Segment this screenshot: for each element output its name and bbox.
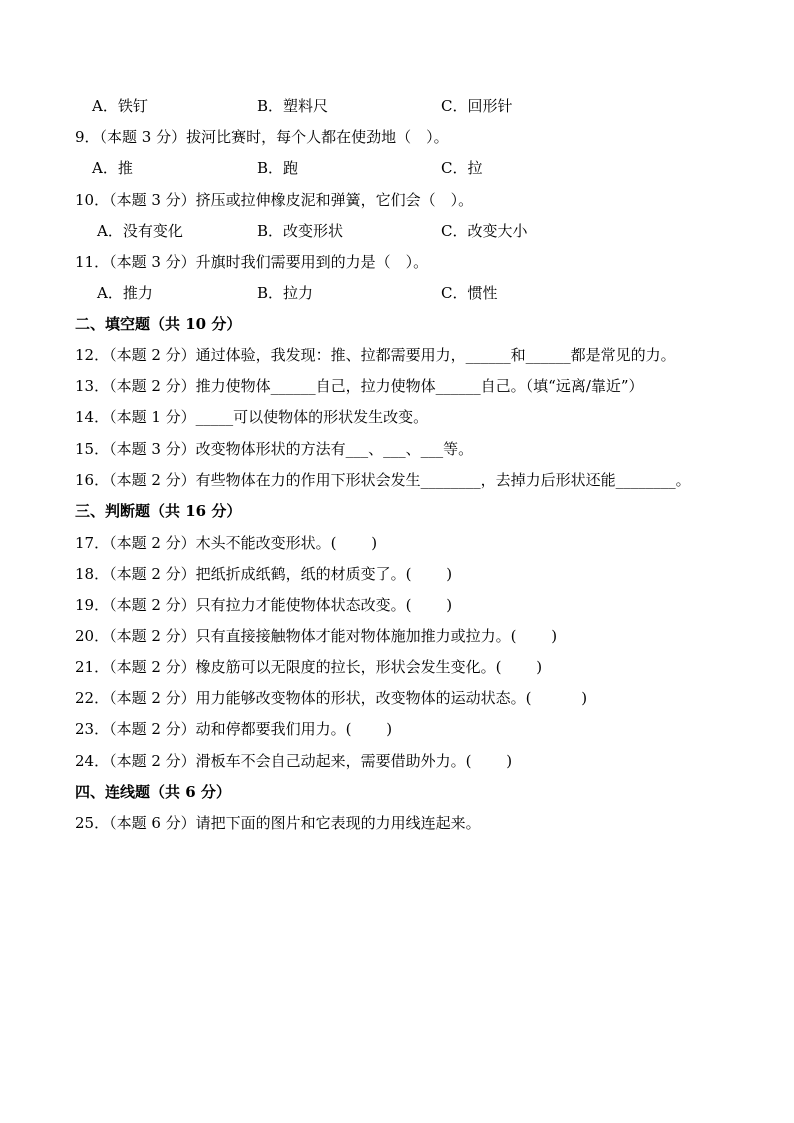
q8-option-b: B．塑料尺 <box>257 97 329 115</box>
question-17: 17．（本题 2 分）木头不能改变形状。( ) <box>75 534 378 552</box>
section-heading-matching: 四、连线题（共 6 分） <box>75 783 231 801</box>
q10-option-b: B．改变形状 <box>257 222 344 240</box>
question-15: 15．（本题 3 分）改变物体形状的方法有___、___、___等。 <box>75 440 474 458</box>
question-24: 24．（本题 2 分）滑板车不会自己动起来，需要借助外力。( ) <box>75 752 513 770</box>
question-23: 23．（本题 2 分）动和停都要我们用力。( ) <box>75 720 393 738</box>
q10-option-c: C．改变大小 <box>441 222 528 240</box>
question-14: 14．（本题 1 分）_____可以使物体的形状发生改变。 <box>75 408 429 426</box>
question-20: 20．（本题 2 分）只有直接接触物体才能对物体施加推力或拉力。( ) <box>75 627 558 645</box>
q8-option-a: A．铁钉 <box>92 97 148 115</box>
question-9: 9．（本题 3 分）拔河比赛时，每个人都在使劲地（ ）。 <box>75 128 449 146</box>
question-18: 18．（本题 2 分）把纸折成纸鹤，纸的材质变了。( ) <box>75 565 453 583</box>
question-16: 16．（本题 2 分）有些物体在力的作用下形状会发生________，去掉力后形状还能________。 <box>75 471 691 489</box>
q11-option-c: C．惯性 <box>441 284 498 302</box>
q9-option-b: B．跑 <box>257 159 299 177</box>
q9-option-a: A．推 <box>92 159 133 177</box>
question-12: 12．（本题 2 分）通过体验，我发现：推、拉都需要用力，______和______都是常见的力。 <box>75 346 676 364</box>
question-22: 22．（本题 2 分）用力能够改变物体的形状，改变物体的运动状态。( ) <box>75 689 588 707</box>
q11-option-b: B．拉力 <box>257 284 314 302</box>
question-21: 21．（本题 2 分）橡皮筋可以无限度的拉长，形状会发生变化。( ) <box>75 658 543 676</box>
q8-option-c: C．回形针 <box>441 97 513 115</box>
q11-option-a: A．推力 <box>97 284 153 302</box>
q10-option-a: A．没有变化 <box>97 222 183 240</box>
question-11: 11．（本题 3 分）升旗时我们需要用到的力是（ ）。 <box>75 253 429 271</box>
question-25: 25．（本题 6 分）请把下面的图片和它表现的力用线连起来。 <box>75 814 481 832</box>
question-19: 19．（本题 2 分）只有拉力才能使物体状态改变。( ) <box>75 596 453 614</box>
question-13: 13．（本题 2 分）推力使物体______自己，拉力使物体______自己。（填“远离/靠近”） <box>75 377 644 395</box>
section-heading-fill-in: 二、填空题（共 10 分） <box>75 315 242 333</box>
section-heading-true-false: 三、判断题（共 16 分） <box>75 502 242 520</box>
q9-option-c: C．拉 <box>441 159 483 177</box>
question-10: 10．（本题 3 分）挤压或拉伸橡皮泥和弹簧，它们会（ ）。 <box>75 191 474 209</box>
